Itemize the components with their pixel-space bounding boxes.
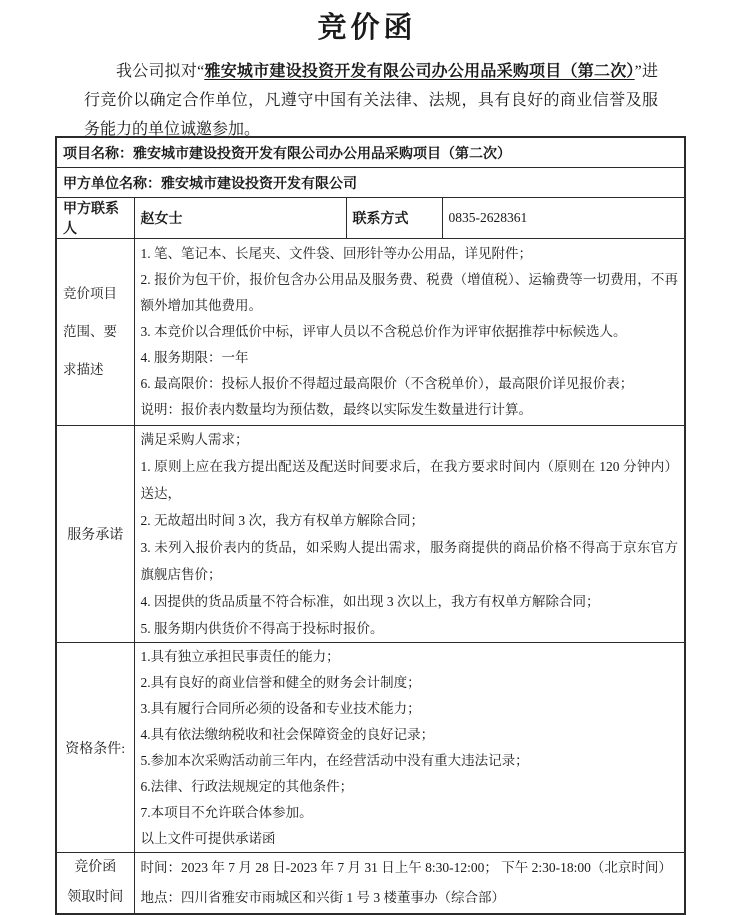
service-item: 满足采购人需求；	[140, 432, 249, 447]
contact-value-cell: 赵女士	[134, 198, 346, 239]
intro-paragraph	[84, 57, 658, 144]
qualification-item: 5.参加本次采购活动前三年内，在经营活动中没有重大违法记录；	[140, 752, 529, 768]
pickup-label-line2: 领取时间	[67, 890, 124, 905]
project-name-underlined: 雅安城市建设投资开发有限公司办公用品采购项目（第二次）	[204, 63, 635, 80]
row-scope	[56, 239, 685, 426]
scope-item: 2. 报价为包干价，报价包含办公用品及服务费、税费（增值税）、运输费等一切费用，不再额外增加其他费用。	[140, 272, 678, 313]
qualification-item: 4.具有依法缴纳税收和社会保障资金的良好记录；	[140, 726, 435, 742]
qualification-label-cell: 资格条件:	[56, 643, 134, 853]
project-name-value: 雅安城市建设投资开发有限公司办公用品采购项目（第二次）	[133, 146, 511, 162]
pickup-label-line1: 竞价函	[74, 860, 117, 875]
phone-label-cell: 联系方式	[346, 198, 442, 239]
qualification-content-cell	[134, 643, 685, 853]
row-contact	[56, 198, 685, 239]
pickup-content-cell	[134, 853, 685, 915]
row-project-name	[56, 137, 685, 168]
bidding-table	[55, 136, 686, 915]
project-name-cell	[56, 137, 685, 168]
service-item: 3. 未列入报价表内的货品，如采购人提出需求，服务商提供的商品价格不得高于京东官方旗舰店售价；	[140, 540, 678, 582]
scope-content-cell	[134, 239, 685, 426]
qualification-item: 6.法律、行政法规规定的其他条件；	[140, 778, 354, 794]
qualification-item: 3.具有履行合同所必须的设备和专业技术能力；	[140, 700, 421, 716]
scope-item: 说明：报价表内数量均为预估数，最终以实际发生数量进行计算。	[140, 402, 532, 417]
qualification-item: 以上文件可提供承诺函	[140, 830, 276, 846]
pickup-time: 时间：2023 年 7 月 28 日-2023 年 7 月 31 日上午 8:30-12:00； 下午 2:30-18:00（北京时间）	[140, 860, 672, 875]
phone-value-cell: 0835-2628361	[442, 198, 685, 239]
scope-label-cell: 竞价项目范围、要求描述	[56, 239, 134, 426]
service-label-cell: 服务承诺	[56, 426, 134, 643]
scope-item: 1. 笔、笔记本、长尾夹、文件袋、回形针等办公用品，详见附件；	[140, 246, 532, 261]
row-pickup-time	[56, 853, 685, 915]
document-title: 竞价函	[317, 12, 417, 44]
service-item: 1. 原则上应在我方提出配送及配送时间要求后，在我方要求时间内（原则在 120 分钟内）送达，	[140, 459, 678, 501]
party-a-label: 甲方单位名称：	[63, 176, 161, 192]
row-qualification	[56, 643, 685, 853]
scope-item: 6. 最高限价：投标人报价不得超过最高限价（不含税单价），最高限价详见报价表；	[140, 376, 634, 391]
service-item: 4. 因提供的货品质量不符合标准，如出现 3 次以上，我方有权单方解除合同；	[140, 594, 600, 609]
party-a-cell	[56, 168, 685, 198]
scope-item: 4. 服务期限：一年	[140, 350, 249, 365]
service-item: 5. 服务期内供货价不得高于投标时报价。	[140, 621, 384, 636]
party-a-value: 雅安城市建设投资开发有限公司	[161, 176, 357, 192]
pickup-label-cell	[56, 853, 134, 915]
pickup-location: 地点：四川省雅安市雨城区和兴街 1 号 3 楼董事办（综合部）	[140, 890, 505, 905]
service-content-cell	[134, 426, 685, 643]
row-party-a	[56, 168, 685, 198]
qualification-item: 1.具有独立承担民事责任的能力；	[140, 648, 340, 664]
qualification-item: 7.本项目不允许联合体参加。	[140, 804, 313, 820]
row-service	[56, 426, 685, 643]
project-name-label: 项目名称：	[63, 146, 133, 162]
scope-item: 3. 本竞价以合理低价中标，评审人员以不含税总价作为评审依据推荐中标候选人。	[140, 324, 627, 339]
intro-suffix: ”进行竞价以确定合作单位，凡遵守中国有关法律、法规，具有良好的商业信誉及服务能力的单位诚邀参加。	[84, 63, 658, 138]
service-item: 2. 无故超出时间 3 次，我方有权单方解除合同；	[140, 513, 424, 528]
intro-prefix: 我公司拟对“	[116, 63, 205, 80]
qualification-item: 2.具有良好的商业信誉和健全的财务会计制度；	[140, 674, 421, 690]
contact-label-cell: 甲方联系人	[56, 198, 134, 239]
